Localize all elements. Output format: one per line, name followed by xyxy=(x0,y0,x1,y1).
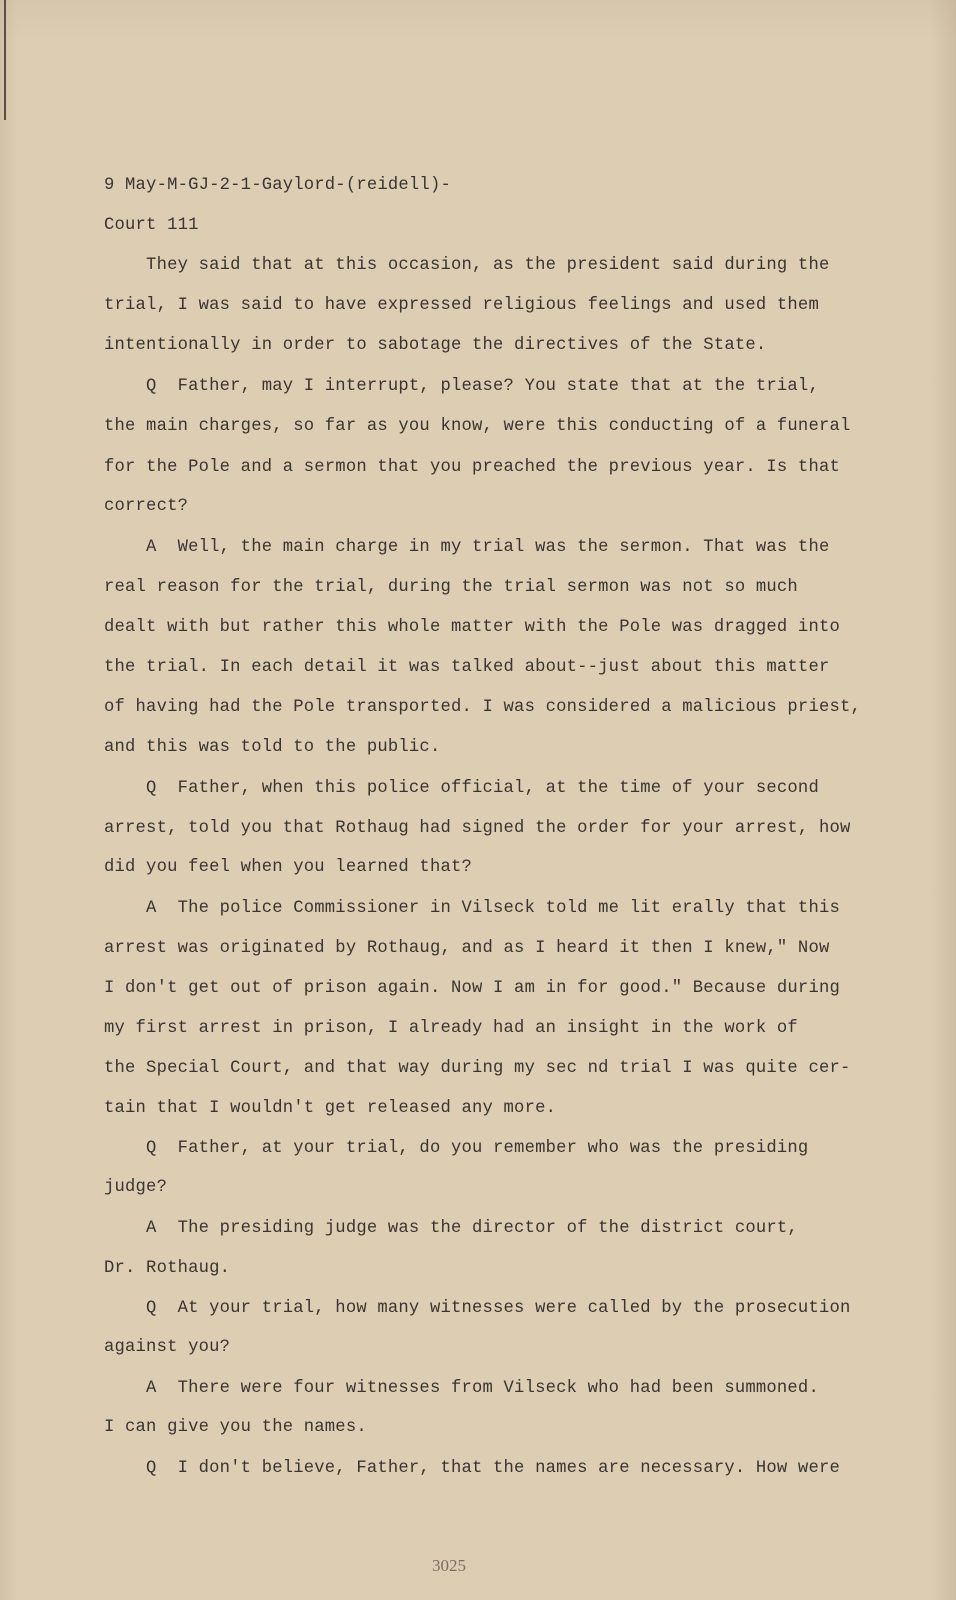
body-line: Q At your trial, how many witnesses were called by the prosecution xyxy=(104,1299,851,1318)
body-line: trial, I was said to have expressed religious feelings and used them xyxy=(104,296,819,315)
body-line: tain that I wouldn't get released any more. xyxy=(104,1099,557,1118)
header-line-1: 9 May-M-GJ-2-1-Gaylord-(reidell)- xyxy=(104,176,451,195)
body-line: the trial. In each detail it was talked about--just about this matter xyxy=(104,658,830,677)
body-line: Q Father, at your trial, do you remember who was the presiding xyxy=(104,1139,809,1158)
body-line: They said that at this occasion, as the president said during the xyxy=(104,256,830,275)
body-line: A The presiding judge was the director of the district court, xyxy=(104,1219,798,1238)
body-line: A Well, the main charge in my trial was the sermon. That was the xyxy=(104,538,830,557)
body-line: A The police Commissioner in Vilseck told me lit erally that this xyxy=(104,899,840,918)
body-line: Q Father, may I interrupt, please? You state that at the trial, xyxy=(104,377,819,396)
header-line-2: Court 111 xyxy=(104,216,199,235)
body-line: did you feel when you learned that? xyxy=(104,858,472,877)
body-line: for the Pole and a sermon that you preached the previous year. Is that xyxy=(104,458,840,477)
body-line: against you? xyxy=(104,1338,231,1357)
body-line: my first arrest in prison, I already had an insight in the work of xyxy=(104,1019,798,1038)
body-line: I can give you the names. xyxy=(104,1418,367,1437)
body-line: the main charges, so far as you know, were this conducting of a funeral xyxy=(104,417,851,436)
body-line: Dr. Rothaug. xyxy=(104,1259,231,1278)
page-edge-mark xyxy=(4,0,6,120)
body-line: intentionally in order to sabotage the directives of the State. xyxy=(104,336,767,355)
body-line: Q I don't believe, Father, that the names are necessary. How were xyxy=(104,1459,840,1478)
body-line: the Special Court, and that way during my sec nd trial I was quite cer- xyxy=(104,1059,851,1078)
body-line: real reason for the trial, during the trial sermon was not so much xyxy=(104,578,798,597)
body-line: judge? xyxy=(104,1178,168,1197)
body-line: A There were four witnesses from Vilseck who had been summoned. xyxy=(104,1379,819,1398)
body-line: arrest, told you that Rothaug had signed the order for your arrest, how xyxy=(104,819,851,838)
body-line: of having had the Pole transported. I was considered a malicious priest, xyxy=(104,698,862,717)
body-line: correct? xyxy=(104,497,189,516)
body-line: and this was told to the public. xyxy=(104,738,441,757)
body-line: Q Father, when this police official, at the time of your second xyxy=(104,779,819,798)
body-line: dealt with but rather this whole matter with the Pole was dragged into xyxy=(104,618,840,637)
page-number: 3025 xyxy=(432,1556,466,1575)
body-line: I don't get out of prison again. Now I am in for good." Because during xyxy=(104,979,840,998)
body-line: arrest was originated by Rothaug, and as I heard it then I knew," Now xyxy=(104,939,830,958)
